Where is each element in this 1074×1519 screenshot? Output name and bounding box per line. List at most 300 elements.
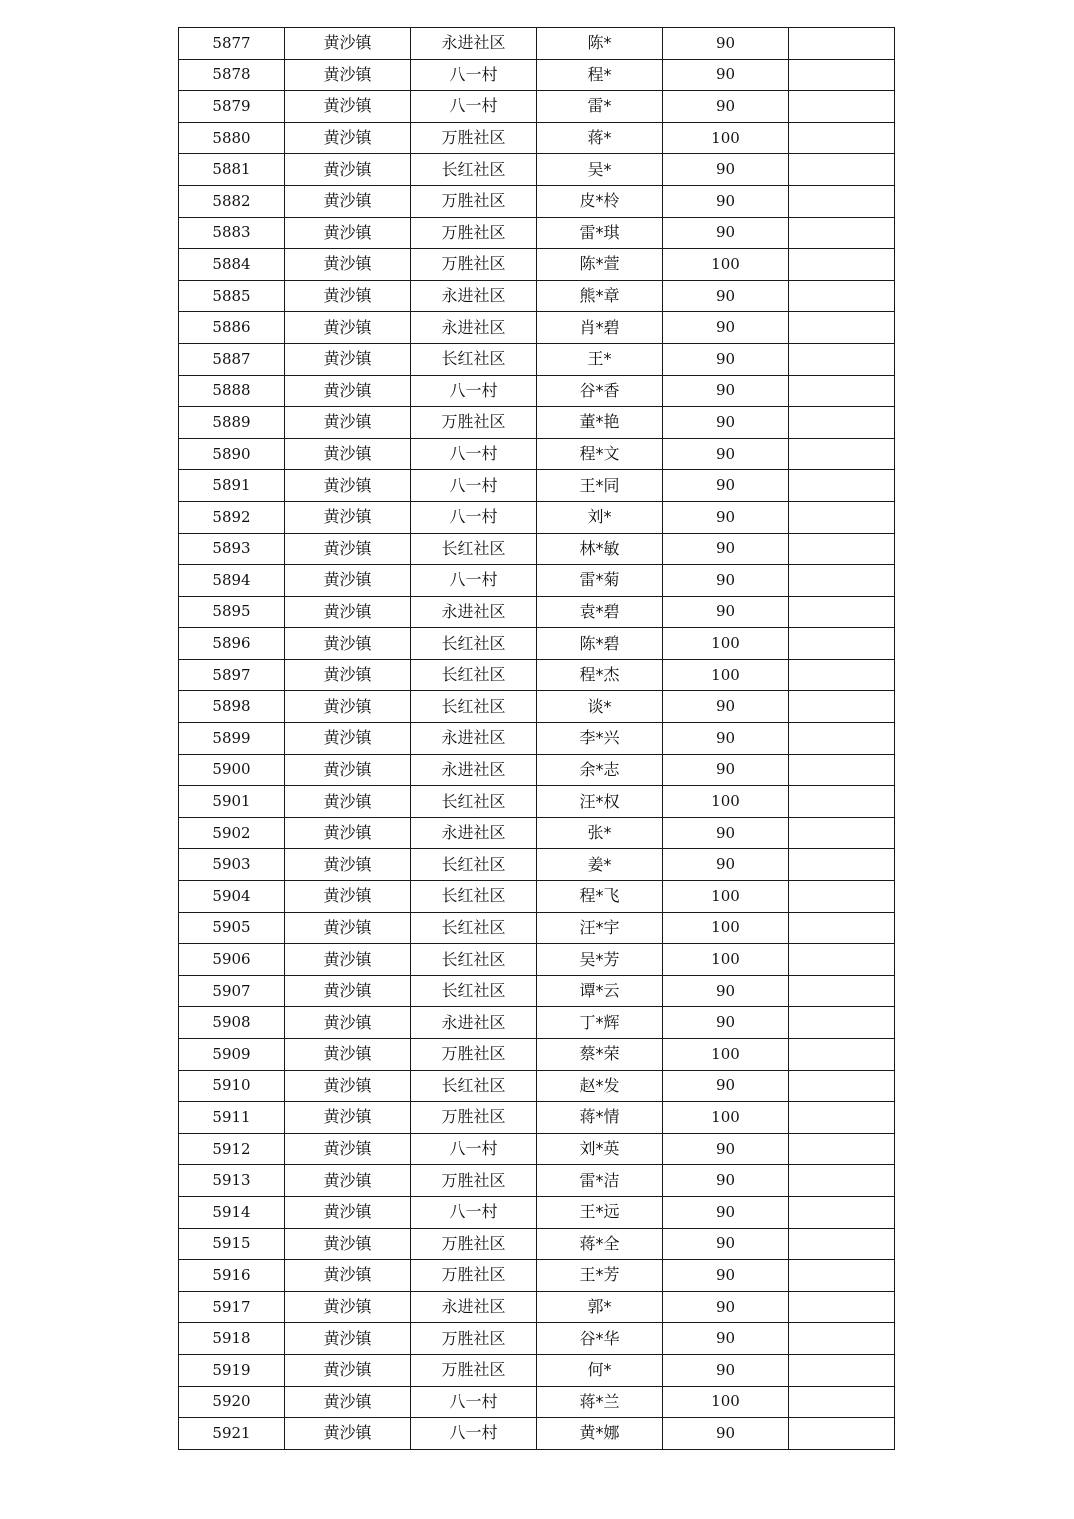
town-cell: 黄沙镇 <box>285 1102 411 1134</box>
person-name-cell: 黄*娜 <box>537 1418 663 1450</box>
person-name-cell: 王*同 <box>537 470 663 502</box>
score-cell: 90 <box>663 754 789 786</box>
table-row <box>179 122 895 154</box>
town-cell: 黄沙镇 <box>285 407 411 439</box>
score-cell: 90 <box>663 1070 789 1102</box>
score-cell: 90 <box>663 375 789 407</box>
community-cell: 长红社区 <box>411 975 537 1007</box>
person-name-cell: 蔡*荣 <box>537 1039 663 1071</box>
score-cell: 100 <box>663 249 789 281</box>
person-name-cell: 程* <box>537 59 663 91</box>
town-cell: 黄沙镇 <box>285 1196 411 1228</box>
row-number-cell: 5897 <box>179 659 285 691</box>
note-cell <box>789 1165 895 1197</box>
row-number-cell: 5910 <box>179 1070 285 1102</box>
person-name-cell: 蒋*全 <box>537 1228 663 1260</box>
row-number-cell: 5887 <box>179 343 285 375</box>
table-row <box>179 849 895 881</box>
town-cell: 黄沙镇 <box>285 565 411 597</box>
score-cell: 90 <box>663 849 789 881</box>
score-cell: 90 <box>663 312 789 344</box>
table-row <box>179 91 895 123</box>
score-cell: 90 <box>663 1228 789 1260</box>
score-cell: 90 <box>663 1323 789 1355</box>
town-cell: 黄沙镇 <box>285 1007 411 1039</box>
table-row <box>179 596 895 628</box>
score-cell: 100 <box>663 659 789 691</box>
community-cell: 万胜社区 <box>411 185 537 217</box>
town-cell: 黄沙镇 <box>285 154 411 186</box>
person-name-cell: 雷* <box>537 91 663 123</box>
note-cell <box>789 1228 895 1260</box>
community-cell: 永进社区 <box>411 754 537 786</box>
community-cell: 万胜社区 <box>411 122 537 154</box>
town-cell: 黄沙镇 <box>285 1260 411 1292</box>
row-number-cell: 5913 <box>179 1165 285 1197</box>
person-name-cell: 熊*章 <box>537 280 663 312</box>
community-cell: 长红社区 <box>411 912 537 944</box>
person-name-cell: 程*文 <box>537 438 663 470</box>
note-cell <box>789 849 895 881</box>
score-cell: 100 <box>663 1102 789 1134</box>
table-row <box>179 1260 895 1292</box>
town-cell: 黄沙镇 <box>285 817 411 849</box>
table-row <box>179 944 895 976</box>
town-cell: 黄沙镇 <box>285 659 411 691</box>
table-row <box>179 628 895 660</box>
note-cell <box>789 59 895 91</box>
note-cell <box>789 691 895 723</box>
table-row <box>179 217 895 249</box>
table-row <box>179 1070 895 1102</box>
note-cell <box>789 1196 895 1228</box>
table-row <box>179 1386 895 1418</box>
community-cell: 万胜社区 <box>411 1165 537 1197</box>
community-cell: 永进社区 <box>411 596 537 628</box>
row-number-cell: 5879 <box>179 91 285 123</box>
person-name-cell: 吴*芳 <box>537 944 663 976</box>
community-cell: 长红社区 <box>411 691 537 723</box>
table-row <box>179 28 895 60</box>
score-cell: 90 <box>663 343 789 375</box>
note-cell <box>789 470 895 502</box>
community-cell: 永进社区 <box>411 312 537 344</box>
note-cell <box>789 1133 895 1165</box>
table-body <box>179 28 895 1450</box>
person-name-cell: 陈* <box>537 28 663 60</box>
person-name-cell: 李*兴 <box>537 723 663 755</box>
table-row <box>179 343 895 375</box>
town-cell: 黄沙镇 <box>285 1070 411 1102</box>
note-cell <box>789 154 895 186</box>
note-cell <box>789 817 895 849</box>
score-cell: 90 <box>663 1418 789 1450</box>
note-cell <box>789 28 895 60</box>
person-name-cell: 谷*华 <box>537 1323 663 1355</box>
person-name-cell: 程*飞 <box>537 881 663 913</box>
score-cell: 100 <box>663 912 789 944</box>
score-cell: 100 <box>663 122 789 154</box>
town-cell: 黄沙镇 <box>285 849 411 881</box>
community-cell: 长红社区 <box>411 881 537 913</box>
town-cell: 黄沙镇 <box>285 122 411 154</box>
note-cell <box>789 1007 895 1039</box>
note-cell <box>789 501 895 533</box>
person-name-cell: 董*艳 <box>537 407 663 439</box>
town-cell: 黄沙镇 <box>285 59 411 91</box>
community-cell: 八一村 <box>411 470 537 502</box>
row-number-cell: 5891 <box>179 470 285 502</box>
person-name-cell: 陈*萱 <box>537 249 663 281</box>
town-cell: 黄沙镇 <box>285 1418 411 1450</box>
town-cell: 黄沙镇 <box>285 628 411 660</box>
score-cell: 100 <box>663 1386 789 1418</box>
person-name-cell: 谷*香 <box>537 375 663 407</box>
note-cell <box>789 438 895 470</box>
note-cell <box>789 754 895 786</box>
row-number-cell: 5899 <box>179 723 285 755</box>
note-cell <box>789 975 895 1007</box>
community-cell: 长红社区 <box>411 628 537 660</box>
row-number-cell: 5894 <box>179 565 285 597</box>
row-number-cell: 5917 <box>179 1291 285 1323</box>
community-cell: 万胜社区 <box>411 217 537 249</box>
note-cell <box>789 881 895 913</box>
town-cell: 黄沙镇 <box>285 975 411 1007</box>
town-cell: 黄沙镇 <box>285 280 411 312</box>
person-name-cell: 王* <box>537 343 663 375</box>
person-name-cell: 陈*碧 <box>537 628 663 660</box>
score-cell: 90 <box>663 280 789 312</box>
town-cell: 黄沙镇 <box>285 881 411 913</box>
note-cell <box>789 1418 895 1450</box>
community-cell: 八一村 <box>411 1418 537 1450</box>
note-cell <box>789 217 895 249</box>
row-number-cell: 5902 <box>179 817 285 849</box>
community-cell: 八一村 <box>411 1386 537 1418</box>
note-cell <box>789 1070 895 1102</box>
community-cell: 长红社区 <box>411 533 537 565</box>
score-cell: 90 <box>663 91 789 123</box>
community-cell: 长红社区 <box>411 786 537 818</box>
person-name-cell: 蒋*兰 <box>537 1386 663 1418</box>
row-number-cell: 5921 <box>179 1418 285 1450</box>
score-cell: 100 <box>663 944 789 976</box>
community-cell: 万胜社区 <box>411 1260 537 1292</box>
row-number-cell: 5886 <box>179 312 285 344</box>
score-cell: 90 <box>663 1165 789 1197</box>
person-name-cell: 皮*柃 <box>537 185 663 217</box>
community-cell: 长红社区 <box>411 1070 537 1102</box>
town-cell: 黄沙镇 <box>285 944 411 976</box>
town-cell: 黄沙镇 <box>285 438 411 470</box>
table-row <box>179 1133 895 1165</box>
person-name-cell: 谭*云 <box>537 975 663 1007</box>
note-cell <box>789 1039 895 1071</box>
table-row <box>179 470 895 502</box>
person-name-cell: 姜* <box>537 849 663 881</box>
score-cell: 90 <box>663 1133 789 1165</box>
row-number-cell: 5880 <box>179 122 285 154</box>
person-name-cell: 汪*权 <box>537 786 663 818</box>
community-cell: 八一村 <box>411 501 537 533</box>
person-name-cell: 丁*辉 <box>537 1007 663 1039</box>
row-number-cell: 5888 <box>179 375 285 407</box>
table-row <box>179 786 895 818</box>
table-row <box>179 975 895 1007</box>
row-number-cell: 5884 <box>179 249 285 281</box>
row-number-cell: 5901 <box>179 786 285 818</box>
row-number-cell: 5885 <box>179 280 285 312</box>
town-cell: 黄沙镇 <box>285 1165 411 1197</box>
town-cell: 黄沙镇 <box>285 723 411 755</box>
score-cell: 90 <box>663 596 789 628</box>
table-row <box>179 723 895 755</box>
community-cell: 万胜社区 <box>411 407 537 439</box>
score-cell: 90 <box>663 438 789 470</box>
table-row <box>179 154 895 186</box>
score-cell: 90 <box>663 185 789 217</box>
person-name-cell: 谈* <box>537 691 663 723</box>
town-cell: 黄沙镇 <box>285 1133 411 1165</box>
score-cell: 90 <box>663 533 789 565</box>
town-cell: 黄沙镇 <box>285 912 411 944</box>
score-cell: 90 <box>663 59 789 91</box>
row-number-cell: 5881 <box>179 154 285 186</box>
person-name-cell: 余*志 <box>537 754 663 786</box>
person-name-cell: 汪*宇 <box>537 912 663 944</box>
table-row <box>179 912 895 944</box>
person-name-cell: 郭* <box>537 1291 663 1323</box>
town-cell: 黄沙镇 <box>285 1386 411 1418</box>
row-number-cell: 5890 <box>179 438 285 470</box>
row-number-cell: 5906 <box>179 944 285 976</box>
row-number-cell: 5905 <box>179 912 285 944</box>
table-row <box>179 1196 895 1228</box>
town-cell: 黄沙镇 <box>285 185 411 217</box>
table-row <box>179 691 895 723</box>
table-row <box>179 249 895 281</box>
score-cell: 90 <box>663 501 789 533</box>
person-name-cell: 王*远 <box>537 1196 663 1228</box>
note-cell <box>789 1291 895 1323</box>
person-name-cell: 程*杰 <box>537 659 663 691</box>
town-cell: 黄沙镇 <box>285 754 411 786</box>
person-name-cell: 袁*碧 <box>537 596 663 628</box>
community-cell: 长红社区 <box>411 343 537 375</box>
table-row <box>179 1291 895 1323</box>
table-row <box>179 1354 895 1386</box>
person-name-cell: 王*芳 <box>537 1260 663 1292</box>
community-cell: 八一村 <box>411 1133 537 1165</box>
community-cell: 永进社区 <box>411 280 537 312</box>
table-row <box>179 1323 895 1355</box>
community-cell: 永进社区 <box>411 1291 537 1323</box>
score-cell: 90 <box>663 975 789 1007</box>
person-name-cell: 刘* <box>537 501 663 533</box>
town-cell: 黄沙镇 <box>285 533 411 565</box>
row-number-cell: 5892 <box>179 501 285 533</box>
person-name-cell: 赵*发 <box>537 1070 663 1102</box>
person-name-cell: 何* <box>537 1354 663 1386</box>
town-cell: 黄沙镇 <box>285 312 411 344</box>
town-cell: 黄沙镇 <box>285 470 411 502</box>
score-cell: 90 <box>663 565 789 597</box>
note-cell <box>789 596 895 628</box>
row-number-cell: 5903 <box>179 849 285 881</box>
community-cell: 万胜社区 <box>411 249 537 281</box>
row-number-cell: 5895 <box>179 596 285 628</box>
note-cell <box>789 407 895 439</box>
town-cell: 黄沙镇 <box>285 786 411 818</box>
note-cell <box>789 91 895 123</box>
row-number-cell: 5916 <box>179 1260 285 1292</box>
note-cell <box>789 912 895 944</box>
row-number-cell: 5889 <box>179 407 285 439</box>
note-cell <box>789 659 895 691</box>
town-cell: 黄沙镇 <box>285 249 411 281</box>
person-name-cell: 吴* <box>537 154 663 186</box>
row-number-cell: 5911 <box>179 1102 285 1134</box>
town-cell: 黄沙镇 <box>285 343 411 375</box>
community-cell: 永进社区 <box>411 723 537 755</box>
community-cell: 长红社区 <box>411 154 537 186</box>
town-cell: 黄沙镇 <box>285 1039 411 1071</box>
community-cell: 万胜社区 <box>411 1354 537 1386</box>
row-number-cell: 5909 <box>179 1039 285 1071</box>
community-cell: 长红社区 <box>411 849 537 881</box>
community-cell: 万胜社区 <box>411 1228 537 1260</box>
score-cell: 100 <box>663 1039 789 1071</box>
community-cell: 长红社区 <box>411 659 537 691</box>
row-number-cell: 5898 <box>179 691 285 723</box>
community-cell: 长红社区 <box>411 944 537 976</box>
score-cell: 100 <box>663 628 789 660</box>
note-cell <box>789 280 895 312</box>
score-cell: 90 <box>663 407 789 439</box>
score-cell: 90 <box>663 1354 789 1386</box>
table-row <box>179 659 895 691</box>
community-cell: 八一村 <box>411 59 537 91</box>
table-row <box>179 817 895 849</box>
community-cell: 八一村 <box>411 1196 537 1228</box>
table-row <box>179 565 895 597</box>
note-cell <box>789 343 895 375</box>
note-cell <box>789 1323 895 1355</box>
note-cell <box>789 1386 895 1418</box>
score-cell: 90 <box>663 1196 789 1228</box>
score-cell: 90 <box>663 691 789 723</box>
note-cell <box>789 1102 895 1134</box>
table-row <box>179 754 895 786</box>
row-number-cell: 5912 <box>179 1133 285 1165</box>
town-cell: 黄沙镇 <box>285 28 411 60</box>
table-row <box>179 1228 895 1260</box>
person-name-cell: 雷*洁 <box>537 1165 663 1197</box>
score-cell: 90 <box>663 723 789 755</box>
person-name-cell: 蒋*情 <box>537 1102 663 1134</box>
score-cell: 90 <box>663 28 789 60</box>
score-cell: 90 <box>663 817 789 849</box>
town-cell: 黄沙镇 <box>285 1228 411 1260</box>
community-cell: 永进社区 <box>411 817 537 849</box>
row-number-cell: 5896 <box>179 628 285 660</box>
table-row <box>179 533 895 565</box>
table-row <box>179 1007 895 1039</box>
row-number-cell: 5907 <box>179 975 285 1007</box>
score-cell: 100 <box>663 881 789 913</box>
town-cell: 黄沙镇 <box>285 375 411 407</box>
community-cell: 八一村 <box>411 565 537 597</box>
community-cell: 永进社区 <box>411 1007 537 1039</box>
note-cell <box>789 723 895 755</box>
table-row <box>179 375 895 407</box>
row-number-cell: 5915 <box>179 1228 285 1260</box>
community-cell: 八一村 <box>411 438 537 470</box>
person-name-cell: 雷*菊 <box>537 565 663 597</box>
town-cell: 黄沙镇 <box>285 91 411 123</box>
score-cell: 90 <box>663 1007 789 1039</box>
note-cell <box>789 1354 895 1386</box>
row-number-cell: 5919 <box>179 1354 285 1386</box>
person-name-cell: 林*敏 <box>537 533 663 565</box>
community-cell: 万胜社区 <box>411 1039 537 1071</box>
row-number-cell: 5914 <box>179 1196 285 1228</box>
table-row <box>179 1102 895 1134</box>
table-row <box>179 280 895 312</box>
table-row <box>179 501 895 533</box>
table-row <box>179 438 895 470</box>
town-cell: 黄沙镇 <box>285 596 411 628</box>
row-number-cell: 5904 <box>179 881 285 913</box>
community-cell: 万胜社区 <box>411 1323 537 1355</box>
row-number-cell: 5908 <box>179 1007 285 1039</box>
note-cell <box>789 565 895 597</box>
town-cell: 黄沙镇 <box>285 1354 411 1386</box>
person-name-cell: 雷*琪 <box>537 217 663 249</box>
town-cell: 黄沙镇 <box>285 1323 411 1355</box>
person-name-cell: 张* <box>537 817 663 849</box>
note-cell <box>789 533 895 565</box>
note-cell <box>789 185 895 217</box>
person-name-cell: 刘*英 <box>537 1133 663 1165</box>
score-cell: 90 <box>663 217 789 249</box>
row-number-cell: 5877 <box>179 28 285 60</box>
person-name-cell: 蒋* <box>537 122 663 154</box>
table-row <box>179 881 895 913</box>
score-cell: 90 <box>663 1291 789 1323</box>
row-number-cell: 5920 <box>179 1386 285 1418</box>
community-cell: 万胜社区 <box>411 1102 537 1134</box>
table-row <box>179 1165 895 1197</box>
row-number-cell: 5883 <box>179 217 285 249</box>
row-number-cell: 5882 <box>179 185 285 217</box>
table-row <box>179 1039 895 1071</box>
note-cell <box>789 944 895 976</box>
row-number-cell: 5893 <box>179 533 285 565</box>
row-number-cell: 5918 <box>179 1323 285 1355</box>
table-row <box>179 407 895 439</box>
table-row <box>179 312 895 344</box>
score-cell: 90 <box>663 154 789 186</box>
note-cell <box>789 375 895 407</box>
score-cell: 90 <box>663 470 789 502</box>
data-table <box>178 27 895 1450</box>
score-cell: 100 <box>663 786 789 818</box>
score-cell: 90 <box>663 1260 789 1292</box>
town-cell: 黄沙镇 <box>285 1291 411 1323</box>
note-cell <box>789 1260 895 1292</box>
